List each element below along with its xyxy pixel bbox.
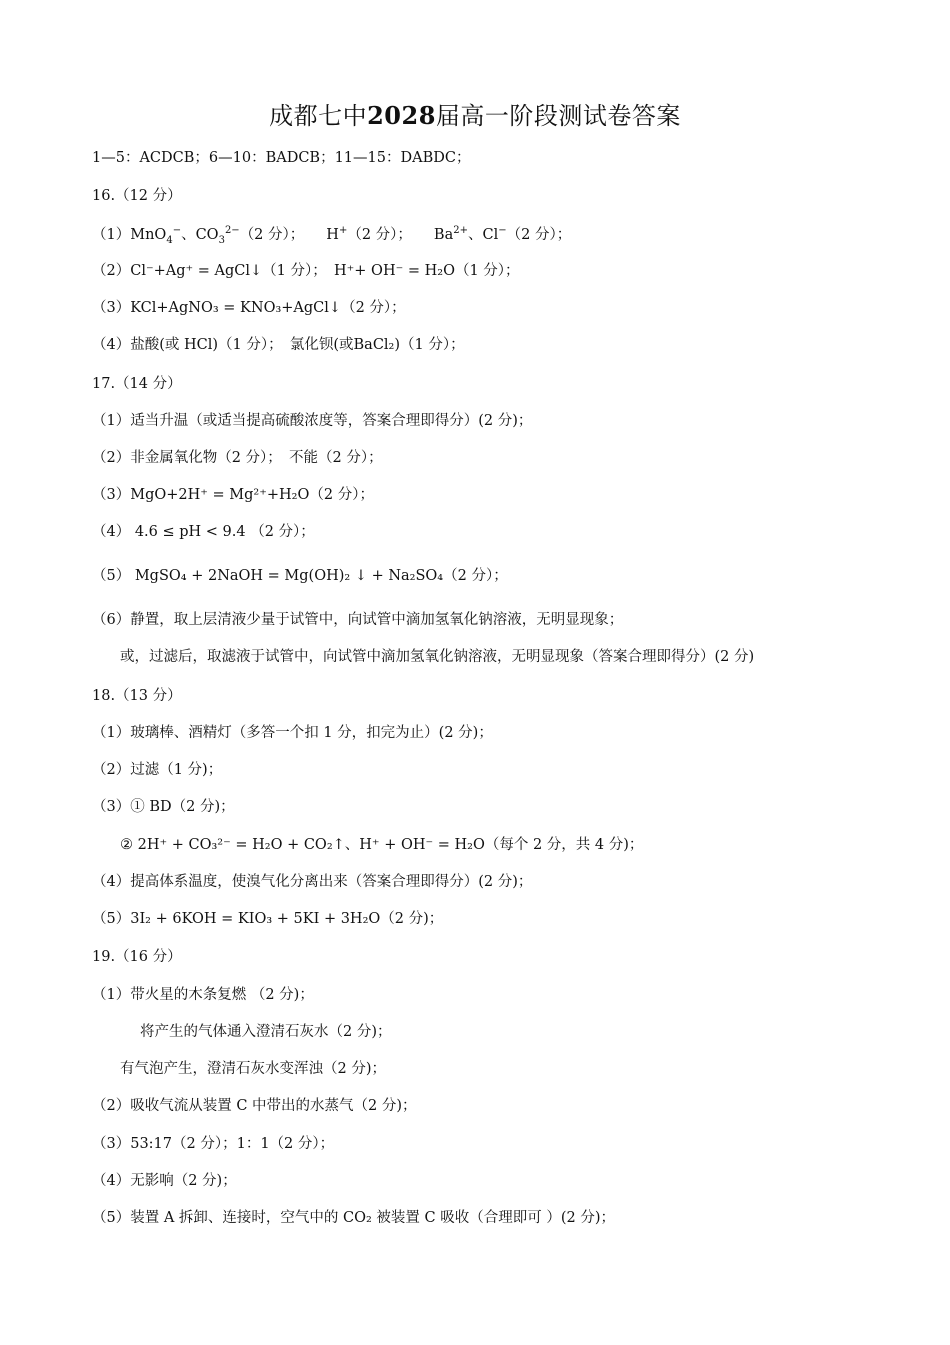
q19-line-7: （5）装置 A 拆卸、连接时，空气中的 CO₂ 被装置 C 吸收（合理即可 ）(2 分)；	[92, 1210, 615, 1226]
q17-line-3: （3）MgO+2H⁺ = Mg²⁺+H₂O（2 分）；	[92, 487, 374, 503]
q19-line-3: 有气泡产生，澄清石灰水变浑浊（2 分)；	[120, 1061, 386, 1077]
title-prefix: 成都七中	[269, 102, 368, 130]
q19-line-6: （4）无影响（2 分)；	[92, 1173, 237, 1189]
page-title	[0, 96, 950, 131]
q17-line-5: （5） MgSO₄ + 2NaOH = Mg(OH)₂ ↓ + Na₂SO₄（2 分）；	[92, 568, 508, 584]
q19-header: 19.（16 分）	[92, 949, 182, 965]
title-year: 2028	[367, 101, 436, 130]
q19-line-1: （1）带火星的木条复燃 （2 分)；	[92, 987, 314, 1003]
mc-answers: 1—5：ACDCB；6—10：BADCB；11—15：DABDC；	[92, 150, 471, 166]
q16-header: 16.（12 分）	[92, 188, 182, 204]
q19-line-5: （3）53:17（2 分）；1：1（2 分）；	[92, 1136, 335, 1152]
q16-line-2: （2）Cl⁻+Ag⁺ = AgCl↓（1 分）； H⁺+ OH⁻ = H₂O（1 分）；	[92, 263, 520, 279]
q16-line-1: （1）MnO$_4$−、$CO_3^{2-}(2$ 分）； H+（2 分）； $Ba^{2+}$、Cl−（2 分）；	[92, 225, 572, 246]
q19-line-4: （2）吸收气流从装置 C 中带出的水蒸气（2 分)；	[92, 1098, 417, 1114]
title-suffix: 届高一阶段测试卷答案	[435, 102, 681, 130]
q17-header: 17.（14 分）	[92, 376, 182, 392]
q16-line-4: （4）盐酸(或 HCl)（1 分）； 氯化钡(或BaCl₂)（1 分）；	[92, 337, 465, 353]
q17-line-2: （2）非金属氧化物（2 分）； 不能（2 分）；	[92, 450, 383, 466]
q17-line-1: （1）适当升温（或适当提高硫酸浓度等，答案合理即得分）(2 分)；	[92, 413, 533, 429]
q18-line-1: （1）玻璃棒、酒精灯（多答一个扣 1 分，扣完为止）(2 分)；	[92, 725, 493, 741]
q18-line-3: （3）① BD（2 分)；	[92, 799, 235, 815]
q18-header: 18.（13 分）	[92, 688, 182, 704]
q18-line-5: （4）提高体系温度，使溴气化分离出来（答案合理即得分）(2 分)；	[92, 874, 533, 890]
q17-line-7: 或，过滤后，取滤液于试管中，向试管中滴加氢氧化钠溶液，无明显现象（答案合理即得分）(2 分)	[120, 649, 755, 665]
q18-line-4: ② 2H⁺ + CO₃²⁻ = H₂O + CO₂↑、H⁺ + OH⁻ = H₂O（每个 2 分，共 4 分)；	[120, 837, 644, 853]
q18-line-6: （5）3I₂ + 6KOH = KIO₃ + 5KI + 3H₂O（2 分)；	[92, 911, 444, 927]
q17-line-4: （4） 4.6 ≤ pH < 9.4 （2 分）；	[92, 524, 315, 540]
q17-line-6: （6）静置，取上层清液少量于试管中，向试管中滴加氢氧化钠溶液，无明显现象；	[92, 612, 624, 628]
q16-line-3: （3）KCl+AgNO₃ = KNO₃+AgCl↓（2 分）；	[92, 300, 406, 316]
q19-line-2: 将产生的气体通入澄清石灰水（2 分)；	[140, 1024, 392, 1040]
q18-line-2: （2）过滤（1 分)；	[92, 762, 223, 778]
